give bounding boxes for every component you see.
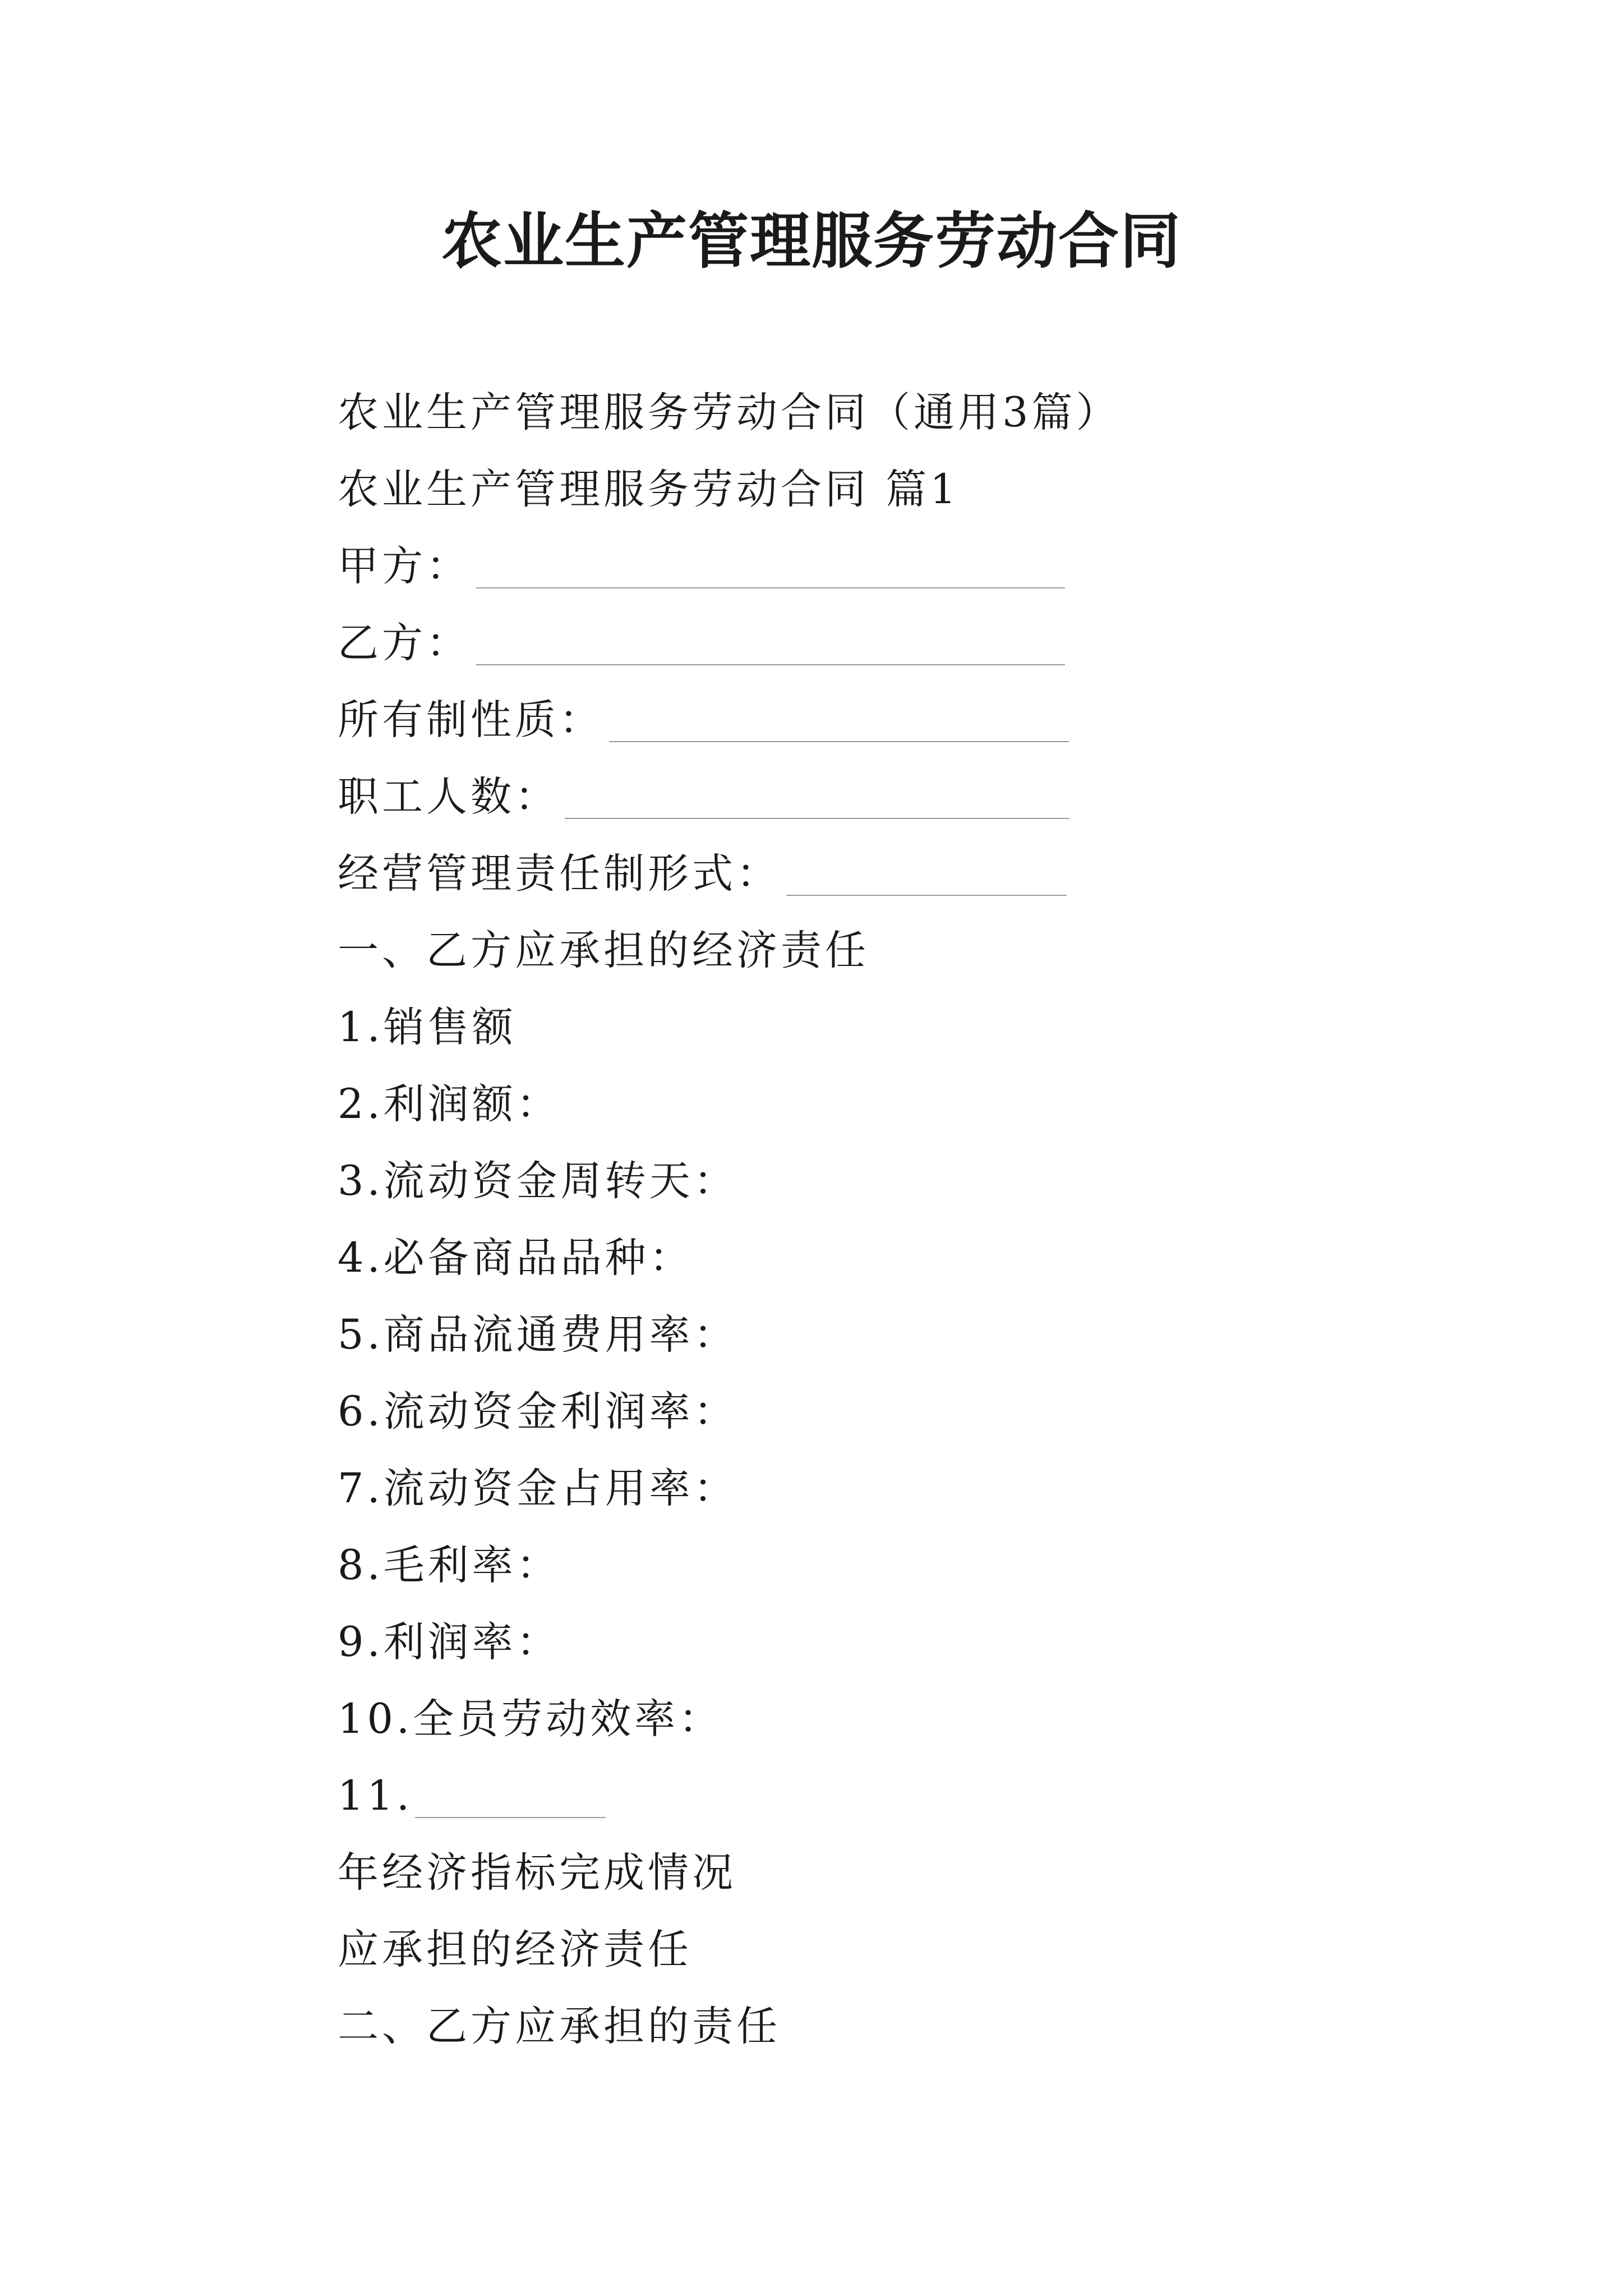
part1-heading: 一、乙方应承担的经济责任 [338, 927, 869, 974]
list-item: 6.流动资金利润率： [338, 1388, 738, 1435]
field-label: 甲方： [338, 542, 471, 590]
list-item: 4.必备商品品种： [338, 1234, 694, 1282]
list-item: 3.流动资金周转天： [338, 1157, 738, 1205]
blank-underline [476, 631, 1065, 665]
field-label: 职工人数： [338, 773, 559, 821]
field-ownership [338, 689, 1069, 751]
blank-underline [786, 861, 1067, 896]
blank-underline [565, 784, 1069, 819]
list-item: 9.利润率： [338, 1618, 561, 1666]
blank-underline [476, 554, 1065, 588]
list-item: 8.毛利率： [338, 1542, 561, 1589]
field-staff-count [338, 766, 1069, 828]
section-heading: 农业生产管理服务劳动合同 篇1 [338, 466, 960, 513]
document-title: 农业生产管理服务劳动合同 [441, 206, 1182, 277]
list-item: 2.利润额： [338, 1080, 561, 1128]
list-item: 1.销售额 [338, 1004, 517, 1051]
field-party-b [338, 613, 1065, 674]
list-item: 10.全员劳动效率： [338, 1695, 723, 1743]
part2-heading: 二、乙方应承担的责任 [338, 2003, 781, 2050]
list-item: 7.流动资金占用率： [338, 1465, 738, 1512]
document-subtitle: 农业生产管理服务劳动合同（通用3篇） [338, 389, 1121, 436]
blank-underline [609, 707, 1069, 742]
field-management-form [338, 843, 1067, 905]
list-item-blank [338, 1765, 606, 1827]
list-item-number: 11. [338, 1772, 413, 1820]
field-party-a [338, 536, 1065, 597]
field-label: 经营管理责任制形式： [338, 850, 781, 898]
annual-indicator-line: 年经济指标完成情况 [338, 1849, 736, 1897]
list-item: 5.商品流通费用率： [338, 1311, 738, 1359]
field-label: 所有制性质： [338, 696, 603, 744]
field-label: 乙方： [338, 619, 471, 667]
economic-responsibility-line: 应承担的经济责任 [338, 1926, 692, 1973]
blank-underline [415, 1783, 606, 1818]
